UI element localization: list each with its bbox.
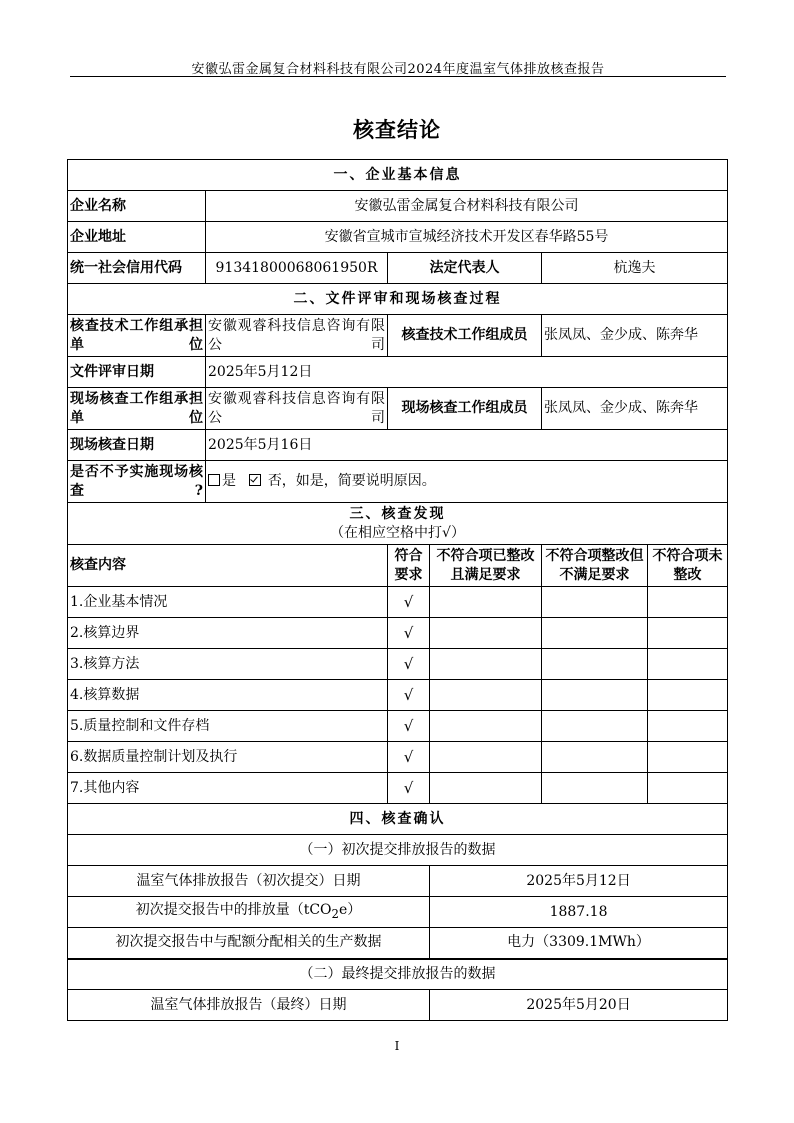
empty-cell <box>648 618 728 649</box>
page-title: 核查结论 <box>353 117 441 142</box>
table-row <box>68 649 728 680</box>
finding-item: 2.核算边界 <box>68 618 388 649</box>
initial-production-value: 电力（3309.1MWh） <box>430 928 728 959</box>
initial-submission-subtitle: （一）初次提交排放报告的数据 <box>68 835 728 866</box>
empty-cell <box>430 711 542 742</box>
empty-cell <box>430 618 542 649</box>
header-divider <box>70 76 726 77</box>
section-review-process-title: 二、文件评审和现场核查过程 <box>68 284 728 315</box>
final-date-label: 温室气体排放报告（最终）日期 <box>68 990 430 1021</box>
finding-item: 5.质量控制和文件存档 <box>68 711 388 742</box>
empty-cell <box>430 649 542 680</box>
conform-check: √ <box>388 618 430 649</box>
company-name-label: 企业名称 <box>68 191 206 222</box>
conform-check: √ <box>388 649 430 680</box>
yes-checkbox[interactable] <box>208 474 220 486</box>
empty-cell <box>542 618 648 649</box>
initial-date-value: 2025年5月12日 <box>430 866 728 897</box>
empty-cell <box>648 742 728 773</box>
section-findings-header <box>68 503 728 545</box>
finding-item: 3.核算方法 <box>68 649 388 680</box>
finding-item: 6.数据质量控制计划及执行 <box>68 742 388 773</box>
initial-emission-label <box>68 897 430 928</box>
table-row <box>68 680 728 711</box>
empty-cell <box>542 711 648 742</box>
empty-cell <box>542 649 648 680</box>
initial-emission-label-subscript: 2 <box>331 906 339 921</box>
section-confirmation-title: 四、核查确认 <box>68 804 728 835</box>
company-address-value: 安徽省宣城市宣城经济技术开发区春华路55号 <box>206 222 728 253</box>
empty-cell <box>648 773 728 804</box>
site-date-label: 现场核查日期 <box>68 430 206 461</box>
empty-cell <box>430 742 542 773</box>
empty-cell <box>648 711 728 742</box>
conform-check: √ <box>388 773 430 804</box>
verification-conclusion-table <box>67 159 728 1021</box>
initial-emission-label-text: 初次提交报告中的排放量（tCO <box>135 901 332 918</box>
col-conform-header: 符合要求 <box>388 545 430 587</box>
empty-cell <box>430 587 542 618</box>
final-date-value: 2025年5月20日 <box>430 990 728 1021</box>
col-fixed-not-header: 不符合项整改但不满足要求 <box>542 545 648 587</box>
final-submission-subtitle: （二）最终提交排放报告的数据 <box>68 959 728 990</box>
empty-cell <box>542 587 648 618</box>
empty-cell <box>542 680 648 711</box>
tech-members-label: 核查技术工作组成员 <box>388 315 542 357</box>
finding-item: 7.其他内容 <box>68 773 388 804</box>
site-date-value: 2025年5月16日 <box>206 430 728 461</box>
credit-code-value: 91341800068061950R <box>206 253 388 284</box>
conform-check: √ <box>388 587 430 618</box>
site-members-label: 现场核查工作组成员 <box>388 388 542 430</box>
section-basic-info-title: 一、企业基本信息 <box>68 160 728 191</box>
table-row <box>68 618 728 649</box>
initial-date-label: 温室气体排放报告（初次提交）日期 <box>68 866 430 897</box>
tech-members-value: 张凤凤、金少成、陈奔华 <box>542 315 728 357</box>
page-header: 安徽弘雷金属复合材料科技有限公司2024年度温室气体排放核查报告 <box>191 62 605 77</box>
table-row <box>68 587 728 618</box>
site-unit-label: 现场核查工作组承担单位 <box>68 388 206 430</box>
conform-check: √ <box>388 711 430 742</box>
empty-cell <box>430 680 542 711</box>
company-name-value: 安徽弘雷金属复合材料科技有限公司 <box>206 191 728 222</box>
tech-unit-label: 核查技术工作组承担单位 <box>68 315 206 357</box>
col-not-fixed-header: 不符合项未整改 <box>648 545 728 587</box>
skip-site-check-label: 是否不予实施现场核查? <box>68 461 206 503</box>
initial-emission-label-suffix: e） <box>338 901 362 918</box>
legal-representative-label: 法定代表人 <box>388 253 542 284</box>
empty-cell <box>542 773 648 804</box>
empty-cell <box>648 680 728 711</box>
doc-review-date-label: 文件评审日期 <box>68 357 206 388</box>
conform-check: √ <box>388 742 430 773</box>
section-findings-title: 三、核查发现 <box>349 505 446 522</box>
page-number: I <box>394 1039 400 1053</box>
table-row <box>68 742 728 773</box>
site-unit-value: 安徽观睿科技信息咨询有限公司 <box>206 388 388 430</box>
doc-review-date-value: 2025年5月12日 <box>206 357 728 388</box>
col-fixed-header: 不符合项已整改且满足要求 <box>430 545 542 587</box>
finding-item: 4.核算数据 <box>68 680 388 711</box>
tech-unit-value: 安徽观睿科技信息咨询有限公司 <box>206 315 388 357</box>
empty-cell <box>542 742 648 773</box>
site-members-value: 张凤凤、金少成、陈奔华 <box>542 388 728 430</box>
skip-site-check-options <box>206 461 728 503</box>
table-row <box>68 773 728 804</box>
col-content-header: 核查内容 <box>68 545 388 587</box>
conform-check: √ <box>388 680 430 711</box>
empty-cell <box>430 773 542 804</box>
yes-option-label: 是 <box>222 473 236 489</box>
empty-cell <box>648 649 728 680</box>
legal-representative-value: 杭逸夫 <box>542 253 728 284</box>
empty-cell <box>648 587 728 618</box>
credit-code-label: 统一社会信用代码 <box>68 253 206 284</box>
company-address-label: 企业地址 <box>68 222 206 253</box>
no-option-label: 否，如是，简要说明原因。 <box>267 473 436 489</box>
initial-production-label: 初次提交报告中与配额分配相关的生产数据 <box>68 928 430 959</box>
no-checkbox[interactable] <box>249 474 261 486</box>
table-row <box>68 711 728 742</box>
finding-item: 1.企业基本情况 <box>68 587 388 618</box>
section-findings-subtitle: （在相应空格中打√） <box>330 524 465 541</box>
initial-emission-value: 1887.18 <box>430 897 728 928</box>
